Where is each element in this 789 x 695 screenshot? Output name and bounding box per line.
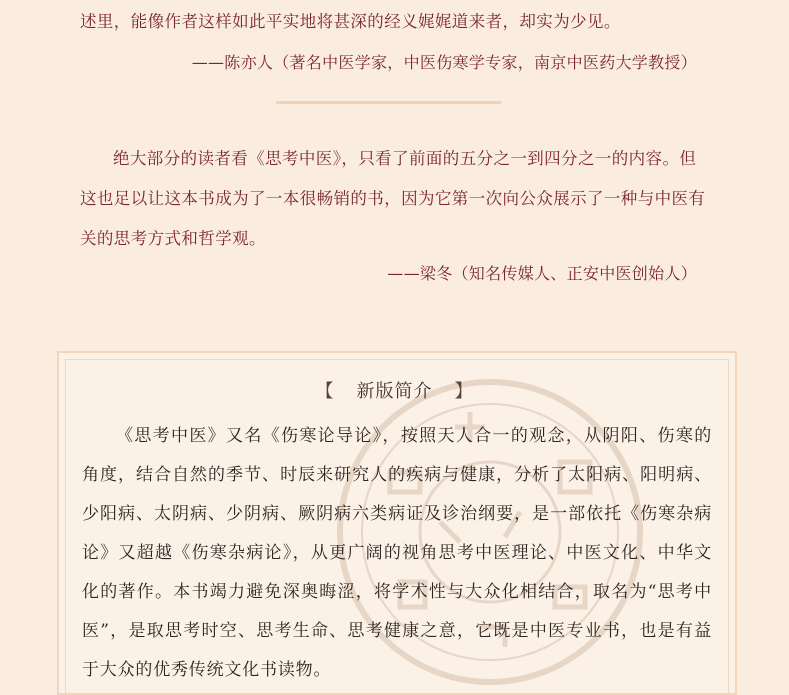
section-title-text: 新版简介 [356,381,433,402]
bracket-close: 】 [454,381,474,402]
intro-body: 《思考中医》又名《伤寒论导论》，按照天人合一的观念，从阴阳、伤寒的角度，结合自然的季节、时辰来研究人的疾病与健康，分析了太阳病、阳明病、少阳病、太阴病、少阴病、厥阴病六类病证及诊治纲要，是一部依托《伤寒杂病论》又超越《伤寒杂病论》，从更广阔的视角思考中医理论、中医文化、中华文化的著作。本书竭力避免深奥晦涩，将学术性与大众化相结合，取名为“思考中医”，是取思考时空、思考生命、思考健康之意，它既是中医专业书，也是有益于大众的优秀传统文化书读物。 [82,426,712,680]
quote1-attribution: ——陈亦人（著名中医学家，中医伤寒学专家，南京中医药大学教授） [191,53,697,72]
quote1-tail: 述里，能像作者这样如此平实地将甚深的经义娓娓道来者，却实为少见。 [80,12,621,31]
section-title [0,377,789,403]
quote2-text: 绝大部分的读者看《思考中医》，只看了前面的五分之一到四分之一的内容。但这也足以让这本书成为了一本很畅销的书，因为它第一次向公众展示了一种与中医有关的思考方式和哲学观。 [80,149,706,248]
bracket-open: 【 [315,381,335,402]
section-divider [276,101,502,104]
quote2-attribution: ——梁冬（知名传媒人、正安中医创始人） [387,264,697,283]
